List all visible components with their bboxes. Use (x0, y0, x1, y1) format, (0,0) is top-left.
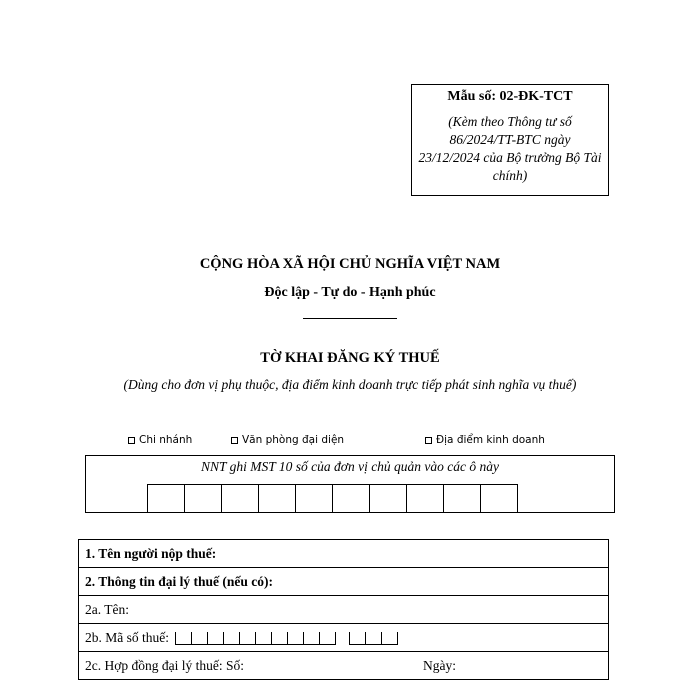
tax-code-cell[interactable] (255, 632, 272, 645)
tax-code-cell[interactable] (406, 484, 444, 513)
tax-code-cell[interactable] (319, 632, 336, 645)
agent-contract-row[interactable] (79, 652, 609, 680)
table-row (79, 540, 609, 568)
tax-code-cell[interactable] (443, 484, 481, 513)
option-branch[interactable] (128, 434, 192, 446)
tax-code-cell[interactable] (258, 484, 296, 513)
checkbox-business-location[interactable] (425, 437, 432, 444)
tax-code-cell[interactable] (480, 484, 518, 513)
tax-code-cell[interactable] (365, 632, 382, 645)
tax-code-cell[interactable] (175, 632, 192, 645)
tax-code-cell[interactable] (147, 484, 185, 513)
tax-code-cell[interactable] (221, 484, 259, 513)
checkbox-branch[interactable] (128, 437, 135, 444)
table-row (79, 652, 609, 680)
page-subtitle: (Dùng cho đơn vị phụ thuộc, địa điểm kinh doanh trực tiếp phát sinh nghĩa vụ thuế) (123, 377, 577, 392)
tax-code-cell[interactable] (332, 484, 370, 513)
form-legal-note: (Kèm theo Thông tư số 86/2024/TT-BTC ngày 23/12/2024 của Bộ trưởng Bộ Tài chính) (418, 114, 602, 183)
option-representative-office[interactable] (231, 434, 344, 446)
agent-contract-label: 2c. Hợp đồng đại lý thuế: Số: (85, 657, 245, 673)
tax-code-cell[interactable] (191, 632, 208, 645)
agent-info-heading: 2. Thông tin đại lý thuế (nếu có): (79, 568, 609, 596)
tax-code-separator (336, 632, 350, 645)
tax-code-cell[interactable] (271, 632, 288, 645)
tax-code-cell[interactable] (349, 632, 366, 645)
agent-contract-date-label: Ngày: (423, 658, 456, 673)
tax-code-cell[interactable] (287, 632, 304, 645)
option-business-location[interactable] (425, 434, 545, 446)
divider (303, 318, 397, 319)
agent-name-field[interactable]: 2a. Tên: (79, 596, 609, 624)
tax-code-cell[interactable] (295, 484, 333, 513)
page-title: TỜ KHAI ĐĂNG KÝ THUẾ (260, 350, 440, 366)
tax-code-cell[interactable] (381, 632, 398, 645)
form-number: Mẫu số: 02-ĐK-TCT (447, 89, 573, 104)
national-title: CỘNG HÒA XÃ HỘI CHỦ NGHĨA VIỆT NAM (199, 256, 501, 272)
option-branch-label: Chi nhánh (139, 434, 193, 446)
table-row (79, 596, 609, 624)
taxpayer-name-field[interactable]: 1. Tên người nộp thuế: (79, 540, 609, 568)
option-representative-office-label: Văn phòng đại diện (242, 434, 345, 446)
tax-code-cell[interactable] (207, 632, 224, 645)
tax-code-cell[interactable] (369, 484, 407, 513)
table-row (79, 568, 609, 596)
taxpayer-info-table (78, 539, 609, 680)
tax-code-cell[interactable] (223, 632, 240, 645)
checkbox-representative-office[interactable] (231, 437, 238, 444)
tax-code-caption: NNT ghi MST 10 số của đơn vị chủ quản vào các ô này (200, 459, 500, 474)
agent-tax-code-row[interactable] (79, 624, 609, 652)
parent-tax-code-box (85, 455, 615, 513)
table-row (79, 624, 609, 652)
tax-code-cell[interactable] (239, 632, 256, 645)
national-motto: Độc lập - Tự do - Hạnh phúc (264, 285, 436, 300)
agent-tax-code-cells[interactable] (176, 632, 398, 645)
form-number-box (411, 84, 609, 196)
tax-code-cell[interactable] (303, 632, 320, 645)
tax-code-cells[interactable] (148, 484, 518, 513)
option-business-location-label: Địa điểm kinh doanh (436, 434, 545, 446)
agent-tax-code-label: 2b. Mã số thuế: (85, 629, 169, 645)
tax-code-cell[interactable] (184, 484, 222, 513)
